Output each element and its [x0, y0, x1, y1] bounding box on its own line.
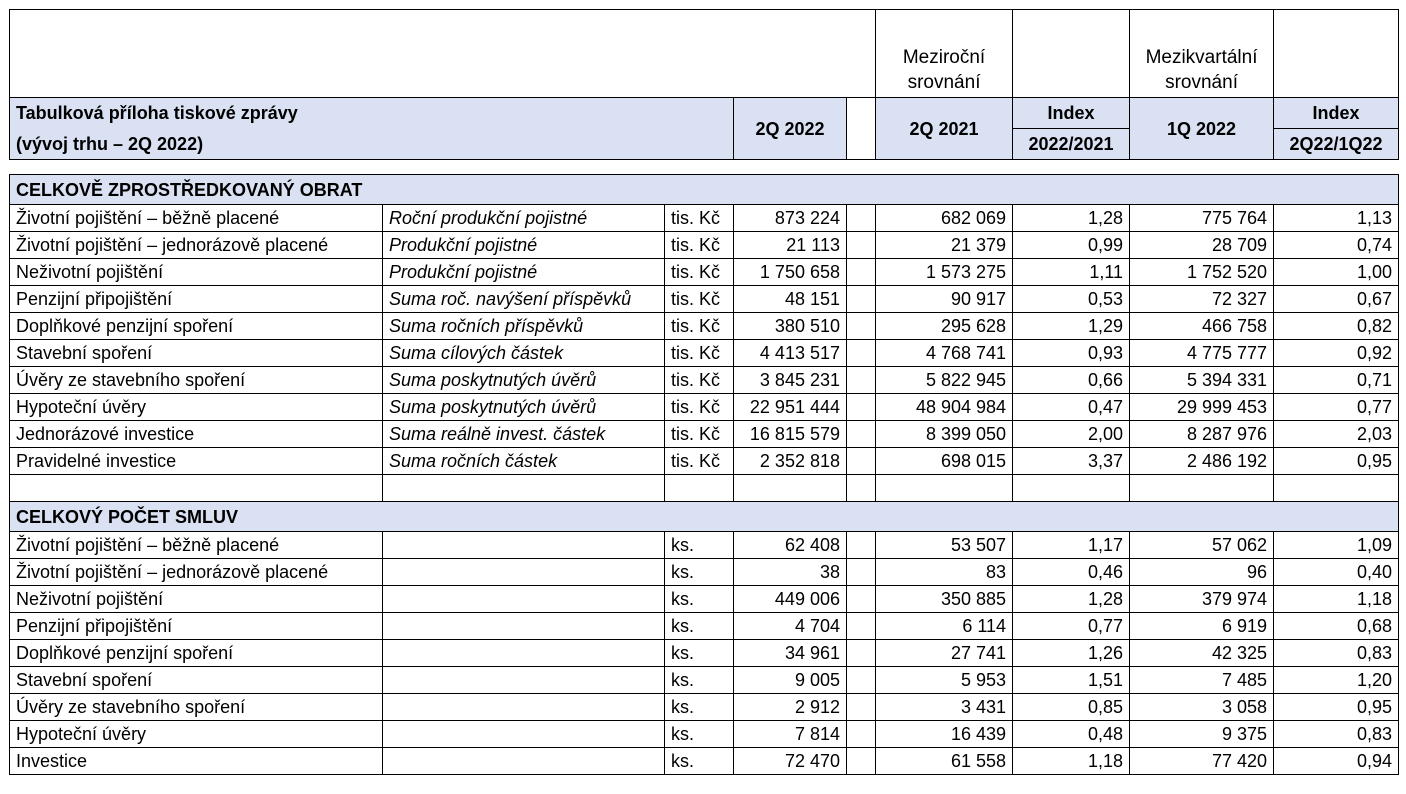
unit: ks. [665, 586, 734, 613]
index-qoq: 0,71 [1274, 367, 1399, 394]
value-1q-2022: 72 327 [1130, 286, 1274, 313]
value-2q-2021: 3 431 [876, 694, 1013, 721]
spacer-cell [847, 667, 876, 694]
spacer-cell [847, 421, 876, 448]
value-2q-2022: 1 750 658 [734, 259, 847, 286]
index-qoq: 1,00 [1274, 259, 1399, 286]
product-name: Stavební spoření [10, 667, 383, 694]
value-2q-2022: 62 408 [734, 532, 847, 559]
value-1q-2022: 3 058 [1130, 694, 1274, 721]
table-cell [1130, 475, 1274, 502]
spacer-cell [847, 721, 876, 748]
index-qoq: 0,95 [1274, 694, 1399, 721]
unit: tis. Kč [665, 286, 734, 313]
table-row [10, 613, 1399, 640]
yoy-caption: Meziroční srovnání [876, 10, 1013, 98]
unit: ks. [665, 640, 734, 667]
index-yoy: 1,29 [1013, 313, 1130, 340]
value-1q-2022: 8 287 976 [1130, 421, 1274, 448]
measure-name: Suma cílových částek [383, 340, 665, 367]
spacer-cell [847, 205, 876, 232]
measure-name [383, 559, 665, 586]
measure-name [383, 694, 665, 721]
table-row [10, 367, 1399, 394]
value-2q-2021: 48 904 984 [876, 394, 1013, 421]
value-2q-2021: 8 399 050 [876, 421, 1013, 448]
measure-name: Roční produkční pojistné [383, 205, 665, 232]
index-yoy: 1,26 [1013, 640, 1130, 667]
product-name: Úvěry ze stavebního spoření [10, 694, 383, 721]
product-name: Hypoteční úvěry [10, 721, 383, 748]
value-2q-2022: 16 815 579 [734, 421, 847, 448]
index-yoy: 0,53 [1013, 286, 1130, 313]
qoq-caption: Mezikvartální srovnání [1130, 10, 1274, 98]
measure-name: Suma poskytnutých úvěrů [383, 394, 665, 421]
index-qoq: 0,94 [1274, 748, 1399, 775]
table-cell [1013, 475, 1130, 502]
value-1q-2022: 77 420 [1130, 748, 1274, 775]
index-yoy-label: Index [1013, 98, 1130, 129]
index-yoy: 1,28 [1013, 205, 1130, 232]
value-1q-2022: 775 764 [1130, 205, 1274, 232]
spacer-cell [847, 586, 876, 613]
spacer-cell [847, 259, 876, 286]
index-yoy: 1,51 [1013, 667, 1130, 694]
table-row [10, 475, 1399, 502]
table-row [10, 259, 1399, 286]
value-1q-2022: 42 325 [1130, 640, 1274, 667]
measure-name: Suma reálně invest. částek [383, 421, 665, 448]
index-yoy: 0,48 [1013, 721, 1130, 748]
value-2q-2022: 449 006 [734, 586, 847, 613]
index-qoq: 0,92 [1274, 340, 1399, 367]
measure-name [383, 613, 665, 640]
spacer-cell [847, 640, 876, 667]
index-qoq: 2,03 [1274, 421, 1399, 448]
value-2q-2021: 27 741 [876, 640, 1013, 667]
spacer-cell [847, 694, 876, 721]
value-1q-2022: 379 974 [1130, 586, 1274, 613]
table-cell [10, 475, 383, 502]
col-header-2q-2022: 2Q 2022 [734, 98, 847, 160]
measure-name: Suma poskytnutých úvěrů [383, 367, 665, 394]
index-qoq-period: 2Q22/1Q22 [1274, 129, 1399, 160]
index-yoy: 1,28 [1013, 586, 1130, 613]
spacer-cell [847, 232, 876, 259]
table-row [10, 667, 1399, 694]
product-name: Životní pojištění – běžně placené [10, 532, 383, 559]
spacer [10, 160, 1399, 175]
value-1q-2022: 1 752 520 [1130, 259, 1274, 286]
product-name: Neživotní pojištění [10, 259, 383, 286]
value-2q-2022: 873 224 [734, 205, 847, 232]
report-subtitle: (vývoj trhu – 2Q 2022) [10, 129, 734, 160]
spacer-cell [847, 340, 876, 367]
product-name: Doplňkové penzijní spoření [10, 640, 383, 667]
spacer-cell [847, 286, 876, 313]
measure-name [383, 721, 665, 748]
value-2q-2021: 21 379 [876, 232, 1013, 259]
value-1q-2022: 28 709 [1130, 232, 1274, 259]
product-name: Úvěry ze stavebního spoření [10, 367, 383, 394]
spacer-cell [847, 613, 876, 640]
index-yoy: 1,17 [1013, 532, 1130, 559]
measure-name [383, 586, 665, 613]
unit: tis. Kč [665, 340, 734, 367]
table-row [10, 286, 1399, 313]
index-qoq: 0,68 [1274, 613, 1399, 640]
value-1q-2022: 6 919 [1130, 613, 1274, 640]
index-yoy: 0,85 [1013, 694, 1130, 721]
index-qoq: 1,18 [1274, 586, 1399, 613]
table-row [10, 532, 1399, 559]
index-yoy: 0,46 [1013, 559, 1130, 586]
value-2q-2021: 682 069 [876, 205, 1013, 232]
index-yoy-period: 2022/2021 [1013, 129, 1130, 160]
index-yoy: 0,66 [1013, 367, 1130, 394]
value-2q-2021: 295 628 [876, 313, 1013, 340]
index-qoq: 0,74 [1274, 232, 1399, 259]
table-row [10, 748, 1399, 775]
index-yoy: 1,18 [1013, 748, 1130, 775]
value-2q-2021: 6 114 [876, 613, 1013, 640]
index-qoq: 0,95 [1274, 448, 1399, 475]
value-1q-2022: 5 394 331 [1130, 367, 1274, 394]
value-2q-2021: 61 558 [876, 748, 1013, 775]
table-row [10, 448, 1399, 475]
table-row [10, 640, 1399, 667]
report-title: Tabulková příloha tiskové zprávy [10, 98, 734, 129]
measure-name: Produkční pojistné [383, 259, 665, 286]
unit: ks. [665, 694, 734, 721]
index-yoy: 0,77 [1013, 613, 1130, 640]
table-cell [665, 475, 734, 502]
unit: tis. Kč [665, 394, 734, 421]
value-2q-2021: 5 953 [876, 667, 1013, 694]
value-2q-2021: 698 015 [876, 448, 1013, 475]
value-1q-2022: 57 062 [1130, 532, 1274, 559]
product-name: Doplňkové penzijní spoření [10, 313, 383, 340]
unit: tis. Kč [665, 232, 734, 259]
table-cell [876, 475, 1013, 502]
product-name: Životní pojištění – jednorázově placené [10, 232, 383, 259]
measure-name [383, 640, 665, 667]
table-row [10, 340, 1399, 367]
section-title: CELKOVÝ POČET SMLUV [10, 502, 1399, 532]
spacer-cell [847, 367, 876, 394]
value-2q-2021: 16 439 [876, 721, 1013, 748]
value-2q-2022: 72 470 [734, 748, 847, 775]
value-1q-2022: 466 758 [1130, 313, 1274, 340]
index-yoy: 1,11 [1013, 259, 1130, 286]
unit: tis. Kč [665, 421, 734, 448]
index-qoq: 0,83 [1274, 640, 1399, 667]
value-1q-2022: 7 485 [1130, 667, 1274, 694]
product-name: Stavební spoření [10, 340, 383, 367]
value-2q-2022: 21 113 [734, 232, 847, 259]
unit: ks. [665, 532, 734, 559]
product-name: Penzijní připojištění [10, 286, 383, 313]
value-2q-2022: 3 845 231 [734, 367, 847, 394]
index-qoq-label: Index [1274, 98, 1399, 129]
value-1q-2022: 96 [1130, 559, 1274, 586]
measure-name [383, 532, 665, 559]
table-row [10, 559, 1399, 586]
index-yoy: 0,93 [1013, 340, 1130, 367]
product-name: Životní pojištění – běžně placené [10, 205, 383, 232]
index-yoy: 0,47 [1013, 394, 1130, 421]
value-2q-2022: 2 912 [734, 694, 847, 721]
measure-name [383, 748, 665, 775]
product-name: Pravidelné investice [10, 448, 383, 475]
unit: ks. [665, 559, 734, 586]
product-name: Penzijní připojištění [10, 613, 383, 640]
index-qoq: 1,20 [1274, 667, 1399, 694]
unit: ks. [665, 667, 734, 694]
spacer-cell [847, 313, 876, 340]
market-report-table [9, 9, 1399, 775]
value-2q-2021: 83 [876, 559, 1013, 586]
unit: tis. Kč [665, 448, 734, 475]
table-row [10, 205, 1399, 232]
product-name: Jednorázové investice [10, 421, 383, 448]
unit: tis. Kč [665, 367, 734, 394]
index-qoq: 0,82 [1274, 313, 1399, 340]
index-qoq: 0,77 [1274, 394, 1399, 421]
table-row [10, 694, 1399, 721]
col-header-1q-2022: 1Q 2022 [1130, 98, 1274, 160]
value-2q-2021: 5 822 945 [876, 367, 1013, 394]
value-2q-2021: 90 917 [876, 286, 1013, 313]
value-2q-2022: 9 005 [734, 667, 847, 694]
product-name: Investice [10, 748, 383, 775]
spacer-cell [847, 748, 876, 775]
spacer-cell [847, 532, 876, 559]
index-qoq: 0,40 [1274, 559, 1399, 586]
table-row [10, 394, 1399, 421]
product-name: Hypoteční úvěry [10, 394, 383, 421]
index-yoy: 3,37 [1013, 448, 1130, 475]
value-2q-2022: 38 [734, 559, 847, 586]
measure-name: Suma roč. navýšení příspěvků [383, 286, 665, 313]
index-qoq: 0,83 [1274, 721, 1399, 748]
value-2q-2022: 380 510 [734, 313, 847, 340]
value-2q-2021: 53 507 [876, 532, 1013, 559]
value-2q-2021: 1 573 275 [876, 259, 1013, 286]
value-2q-2021: 350 885 [876, 586, 1013, 613]
table-cell [383, 475, 665, 502]
index-yoy: 2,00 [1013, 421, 1130, 448]
value-2q-2022: 34 961 [734, 640, 847, 667]
header-blank [10, 10, 876, 98]
unit: tis. Kč [665, 205, 734, 232]
index-yoy: 0,99 [1013, 232, 1130, 259]
unit: ks. [665, 613, 734, 640]
product-name: Neživotní pojištění [10, 586, 383, 613]
unit: ks. [665, 721, 734, 748]
value-2q-2022: 2 352 818 [734, 448, 847, 475]
spacer-cell [847, 394, 876, 421]
product-name: Životní pojištění – jednorázově placené [10, 559, 383, 586]
table-row [10, 721, 1399, 748]
spacer-cell [847, 448, 876, 475]
value-2q-2021: 4 768 741 [876, 340, 1013, 367]
spacer-cell [847, 559, 876, 586]
index-qoq: 0,67 [1274, 286, 1399, 313]
measure-name: Suma ročních příspěvků [383, 313, 665, 340]
measure-name: Suma ročních částek [383, 448, 665, 475]
unit: tis. Kč [665, 259, 734, 286]
value-2q-2022: 7 814 [734, 721, 847, 748]
unit: tis. Kč [665, 313, 734, 340]
index-qoq: 1,09 [1274, 532, 1399, 559]
table-cell [734, 475, 847, 502]
table-row [10, 421, 1399, 448]
unit: ks. [665, 748, 734, 775]
table-row [10, 232, 1399, 259]
value-2q-2022: 4 413 517 [734, 340, 847, 367]
table-row [10, 313, 1399, 340]
value-1q-2022: 4 775 777 [1130, 340, 1274, 367]
value-1q-2022: 2 486 192 [1130, 448, 1274, 475]
measure-name: Produkční pojistné [383, 232, 665, 259]
value-2q-2022: 22 951 444 [734, 394, 847, 421]
value-2q-2022: 4 704 [734, 613, 847, 640]
table-cell [1274, 475, 1399, 502]
section-title: CELKOVĚ ZPROSTŘEDKOVANÝ OBRAT [10, 175, 1399, 205]
value-1q-2022: 9 375 [1130, 721, 1274, 748]
value-1q-2022: 29 999 453 [1130, 394, 1274, 421]
index-qoq: 1,13 [1274, 205, 1399, 232]
table-cell [847, 475, 876, 502]
col-header-2q-2021: 2Q 2021 [876, 98, 1013, 160]
measure-name [383, 667, 665, 694]
value-2q-2022: 48 151 [734, 286, 847, 313]
table-row [10, 586, 1399, 613]
